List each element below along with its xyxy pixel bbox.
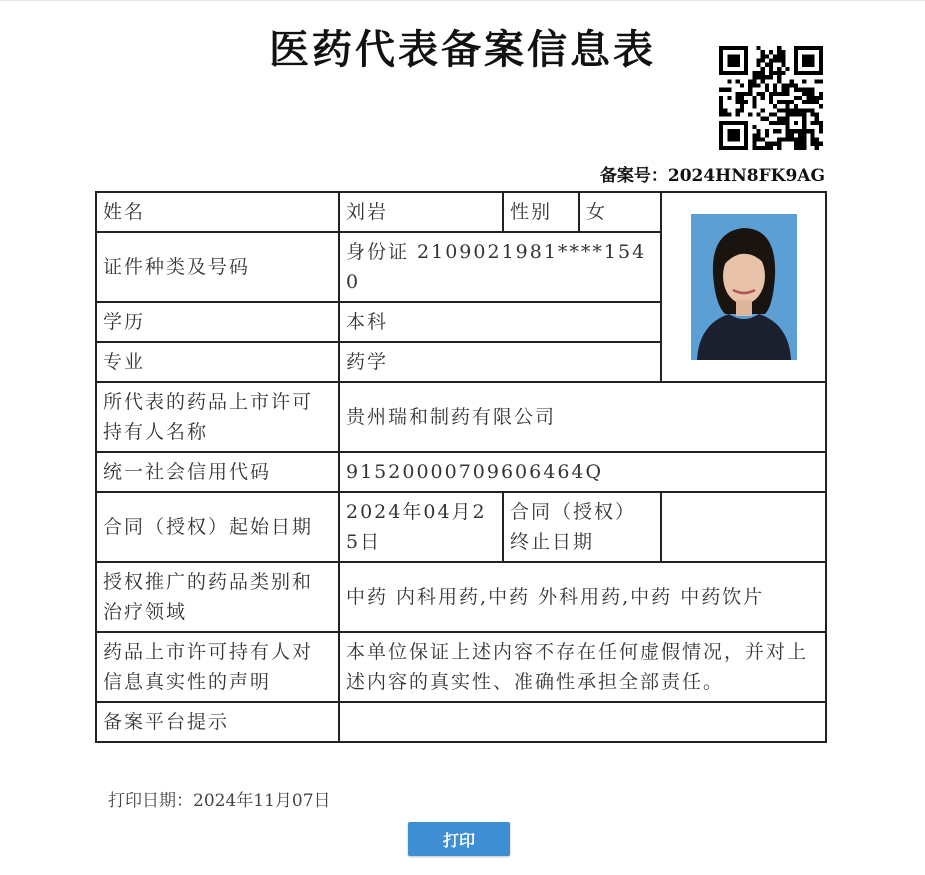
credit-code-label: 统一社会信用代码 [96, 452, 339, 492]
scope-label: 授权推广的药品类别和治疗领域 [96, 562, 339, 632]
table-row [96, 562, 826, 632]
name-value: 刘岩 [339, 192, 503, 232]
table-row [96, 452, 826, 492]
major-label: 专业 [96, 342, 339, 382]
start-date-value: 2024年04月25日 [339, 492, 503, 562]
education-label: 学历 [96, 302, 339, 342]
declaration-value: 本单位保证上述内容不存在任何虚假情况，并对上述内容的真实性、准确性承担全部责任。 [339, 632, 826, 702]
name-label: 姓名 [96, 192, 339, 232]
end-date-value [661, 492, 826, 562]
platform-tip-label: 备案平台提示 [96, 702, 339, 742]
table-row [96, 632, 826, 702]
platform-tip-value [339, 702, 826, 742]
start-date-label: 合同（授权）起始日期 [96, 492, 339, 562]
page-title: 医药代表备案信息表 [269, 26, 656, 73]
declaration-label: 药品上市许可持有人对信息真实性的声明 [96, 632, 339, 702]
id-label: 证件种类及号码 [96, 232, 339, 302]
record-number: 备案号：2024HN8FK9AG [599, 166, 825, 186]
table-row [96, 702, 826, 742]
major-value: 药学 [339, 342, 661, 382]
info-table [95, 191, 827, 743]
education-value: 本科 [339, 302, 661, 342]
gender-value: 女 [579, 192, 661, 232]
top-divider [0, 0, 925, 1]
id-value: 身份证 2109021981****1540 [339, 232, 661, 302]
holder-value: 贵州瑞和制药有限公司 [339, 382, 826, 452]
table-row [96, 382, 826, 452]
gender-label: 性别 [503, 192, 579, 232]
scope-value: 中药 内科用药,中药 外科用药,中药 中药饮片 [339, 562, 826, 632]
print-date: 打印日期：2024年11月07日 [108, 791, 331, 811]
holder-label: 所代表的药品上市许可持有人名称 [96, 382, 339, 452]
credit-code-value: 91520000709606464Q [339, 452, 826, 492]
photo-cell [661, 192, 826, 382]
table-row [96, 492, 826, 562]
qr-code [719, 46, 823, 150]
portrait-photo [691, 214, 797, 360]
end-date-label: 合同（授权）终止日期 [503, 492, 661, 562]
table-row [96, 192, 826, 232]
print-button[interactable]: 打印 [408, 822, 510, 856]
